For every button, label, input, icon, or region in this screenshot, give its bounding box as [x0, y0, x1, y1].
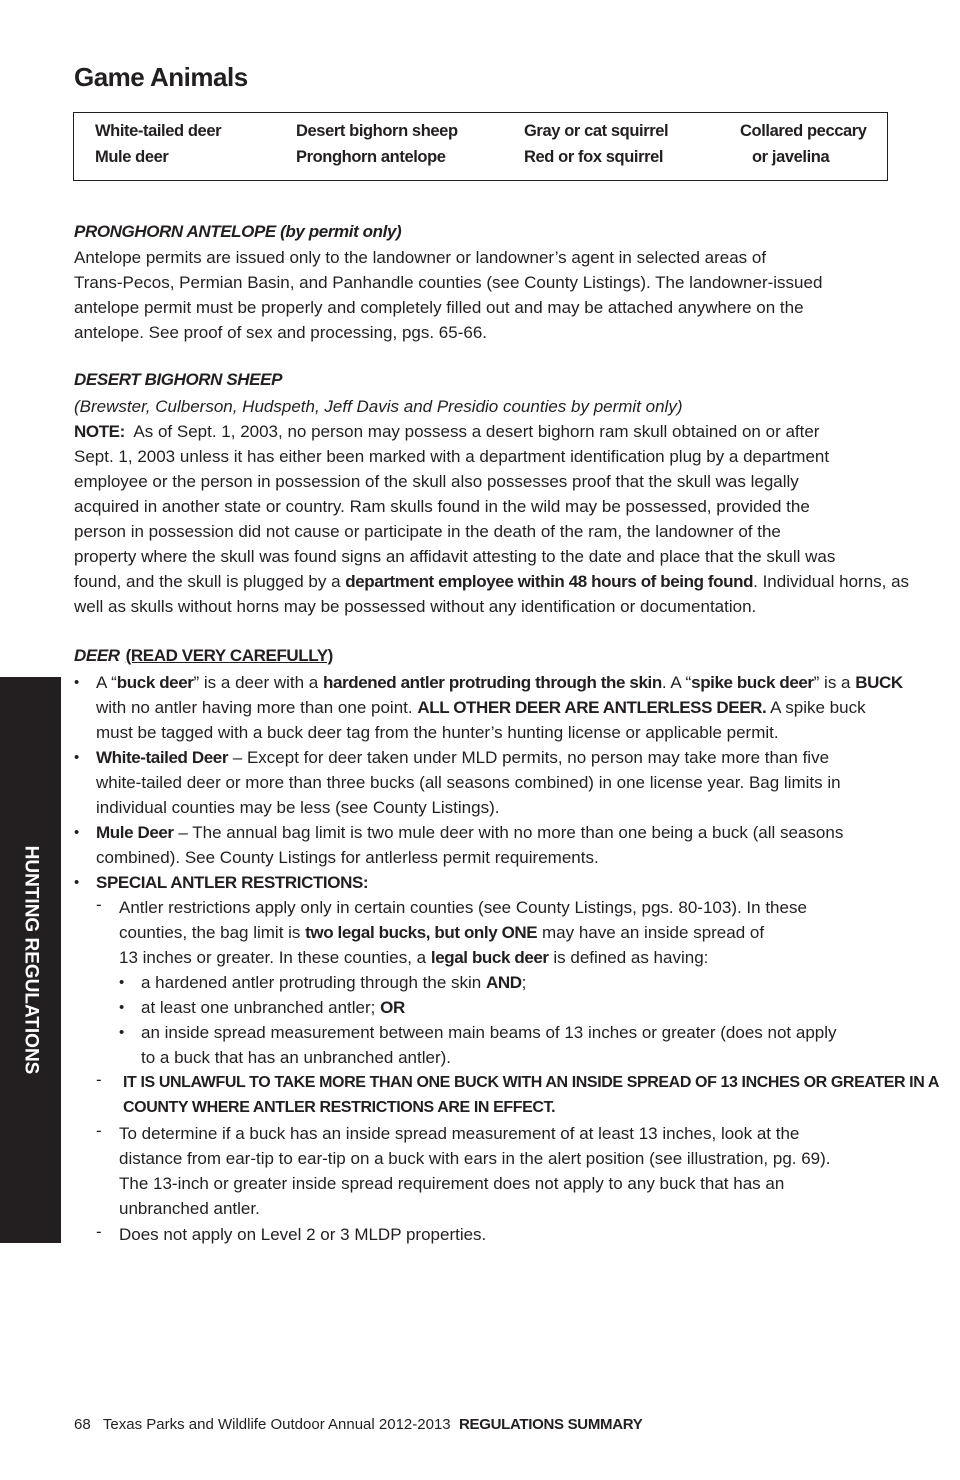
sub-sub-item-line: an inside spread measurement between main beams of 13 inches or greater (does not apply [141, 1023, 837, 1042]
paragraph-line: well as skulls without horns may be possessed without any identification or documentation. [74, 597, 757, 616]
bullet-marker: • [74, 824, 80, 841]
dash-marker: - [96, 1121, 102, 1140]
bullet-line: must be tagged with a buck deer tag from the hunter’s hunting license or applicable permit. [96, 723, 779, 742]
section-heading-bighorn: DESERT BIGHORN SHEEP [74, 370, 283, 389]
paragraph-line: antelope permit must be properly and completely filled out and may be attached anywhere on the [74, 298, 804, 317]
bullet-marker: • [74, 749, 80, 766]
read-carefully-note: (READ VERY CAREFULLY) [125, 646, 333, 665]
side-tab-label: HUNTING REGULATIONS [20, 845, 42, 1075]
paragraph-line: found, and the skull is plugged by a department employee within 48 hours of being found. Individual horns, as [74, 572, 910, 591]
bullet-line: with no antler having more than one point. ALL OTHER DEER ARE ANTLERLESS DEER. A spike buck [96, 698, 866, 717]
paragraph-line: acquired in another state or country. Ram skulls found in the wild may be possessed, provided the [74, 497, 810, 516]
paragraph-line: Sept. 1, 2003 unless it has either been marked with a department identification plug by a department [74, 447, 830, 466]
unlawful-warning-line: COUNTY WHERE ANTLER RESTRICTIONS ARE IN EFFECT. [123, 1099, 556, 1116]
bullet-line: combined). See County Listings for antlerless permit requirements. [96, 848, 599, 867]
sub-item-line: Does not apply on Level 2 or 3 MLDP properties. [119, 1225, 487, 1244]
game-animal: White-tailed deer [95, 122, 222, 140]
sub-item-line: counties, the bag limit is two legal bucks, but only ONE may have an inside spread of [119, 923, 765, 942]
game-animals-box [73, 112, 888, 181]
bullet-line: White-tailed Deer – Except for deer taken under MLD permits, no person may take more than five [96, 748, 830, 767]
side-section-tab [0, 677, 61, 1243]
note-label: NOTE: [74, 422, 125, 441]
section-heading-deer: DEER (READ VERY CAREFULLY) [74, 646, 333, 665]
game-animal: or javelina [752, 148, 830, 166]
bullet-marker: • [74, 674, 80, 691]
sub-item-line: distance from ear-tip to ear-tip on a buck with ears in the alert position (see illustration, pg. 69). [119, 1149, 831, 1168]
bullet-line: individual counties may be less (see County Listings). [96, 798, 500, 817]
publication-title: Texas Parks and Wildlife Outdoor Annual 2012-2013 [102, 1416, 451, 1433]
section-subtitle: (Brewster, Culberson, Hudspeth, Jeff Davis and Presidio counties by permit only) [74, 397, 683, 416]
paragraph-line: person in possession did not cause or participate in the death of the ram, the landowner of the [74, 522, 781, 541]
sub-sub-item-line: to a buck that has an unbranched antler). [141, 1048, 451, 1067]
sub-item-line: unbranched antler. [119, 1199, 260, 1218]
paragraph-line: Antelope permits are issued only to the landowner or landowner’s agent in selected areas of [74, 248, 767, 267]
sub-item-line: 13 inches or greater. In these counties, a legal buck deer is defined as having: [119, 948, 709, 967]
page-title: Game Animals [74, 62, 248, 92]
paragraph-line: antelope. See proof of sex and processing, pgs. 65-66. [74, 323, 487, 342]
bullet-marker: • [119, 1024, 125, 1041]
page-footer [74, 1416, 642, 1433]
bullet-marker: • [119, 999, 125, 1016]
page-number: 68 [74, 1416, 91, 1433]
bullet-line: Mule Deer – The annual bag limit is two mule deer with no more than one being a buck (all seasons [96, 823, 844, 842]
footer-section-name: REGULATIONS SUMMARY [458, 1416, 643, 1433]
sub-item-line: Antler restrictions apply only in certain counties (see County Listings, pgs. 80-103). In these [119, 898, 807, 917]
bullet-line: white-tailed deer or more than three bucks (all seasons combined) in one license year. Bag limits in [96, 773, 841, 792]
paragraph-line: Trans-Pecos, Permian Basin, and Panhandle counties (see County Listings). The landowner-issued [74, 273, 823, 292]
paragraph-line: property where the skull was found signs an affidavit attesting to the date and place that the skull was [74, 547, 836, 566]
sub-item-line: The 13-inch or greater inside spread requirement does not apply to any buck that has an [119, 1174, 785, 1193]
sub-sub-item-line: a hardened antler protruding through the skin AND; [141, 973, 527, 992]
sub-sub-item-line: at least one unbranched antler; OR [141, 998, 405, 1017]
dash-marker: - [96, 895, 102, 914]
game-animal: Gray or cat squirrel [524, 122, 669, 140]
game-animal: Collared peccary [740, 122, 867, 140]
game-animal: Mule deer [95, 148, 169, 166]
game-animal: Red or fox squirrel [524, 148, 664, 166]
game-animal: Pronghorn antelope [296, 148, 446, 166]
unlawful-warning-line: IT IS UNLAWFUL TO TAKE MORE THAN ONE BUCK WITH AN INSIDE SPREAD OF 13 INCHES OR GREATER IN A [123, 1074, 939, 1091]
bullet-line: A “buck deer” is a deer with a hardened antler protruding through the skin. A “spike buck deer” is a BUCK [96, 673, 903, 692]
dash-marker: - [96, 1222, 102, 1241]
sub-item-line: To determine if a buck has an inside spread measurement of at least 13 inches, look at the [119, 1124, 800, 1143]
paragraph-line: employee or the person in possession of the skull also possesses proof that the skull was legally [74, 472, 799, 491]
bullet-marker: • [74, 874, 80, 891]
bullet-marker: • [119, 974, 125, 991]
section-heading-pronghorn: PRONGHORN ANTELOPE (by permit only) [74, 222, 402, 241]
paragraph-line: NOTE: As of Sept. 1, 2003, no person may possess a desert bighorn ram skull obtained on or after [74, 422, 820, 441]
game-animal: Desert bighorn sheep [296, 122, 458, 140]
bullet-line: SPECIAL ANTLER RESTRICTIONS: [96, 873, 369, 892]
dash-marker: - [96, 1070, 102, 1089]
